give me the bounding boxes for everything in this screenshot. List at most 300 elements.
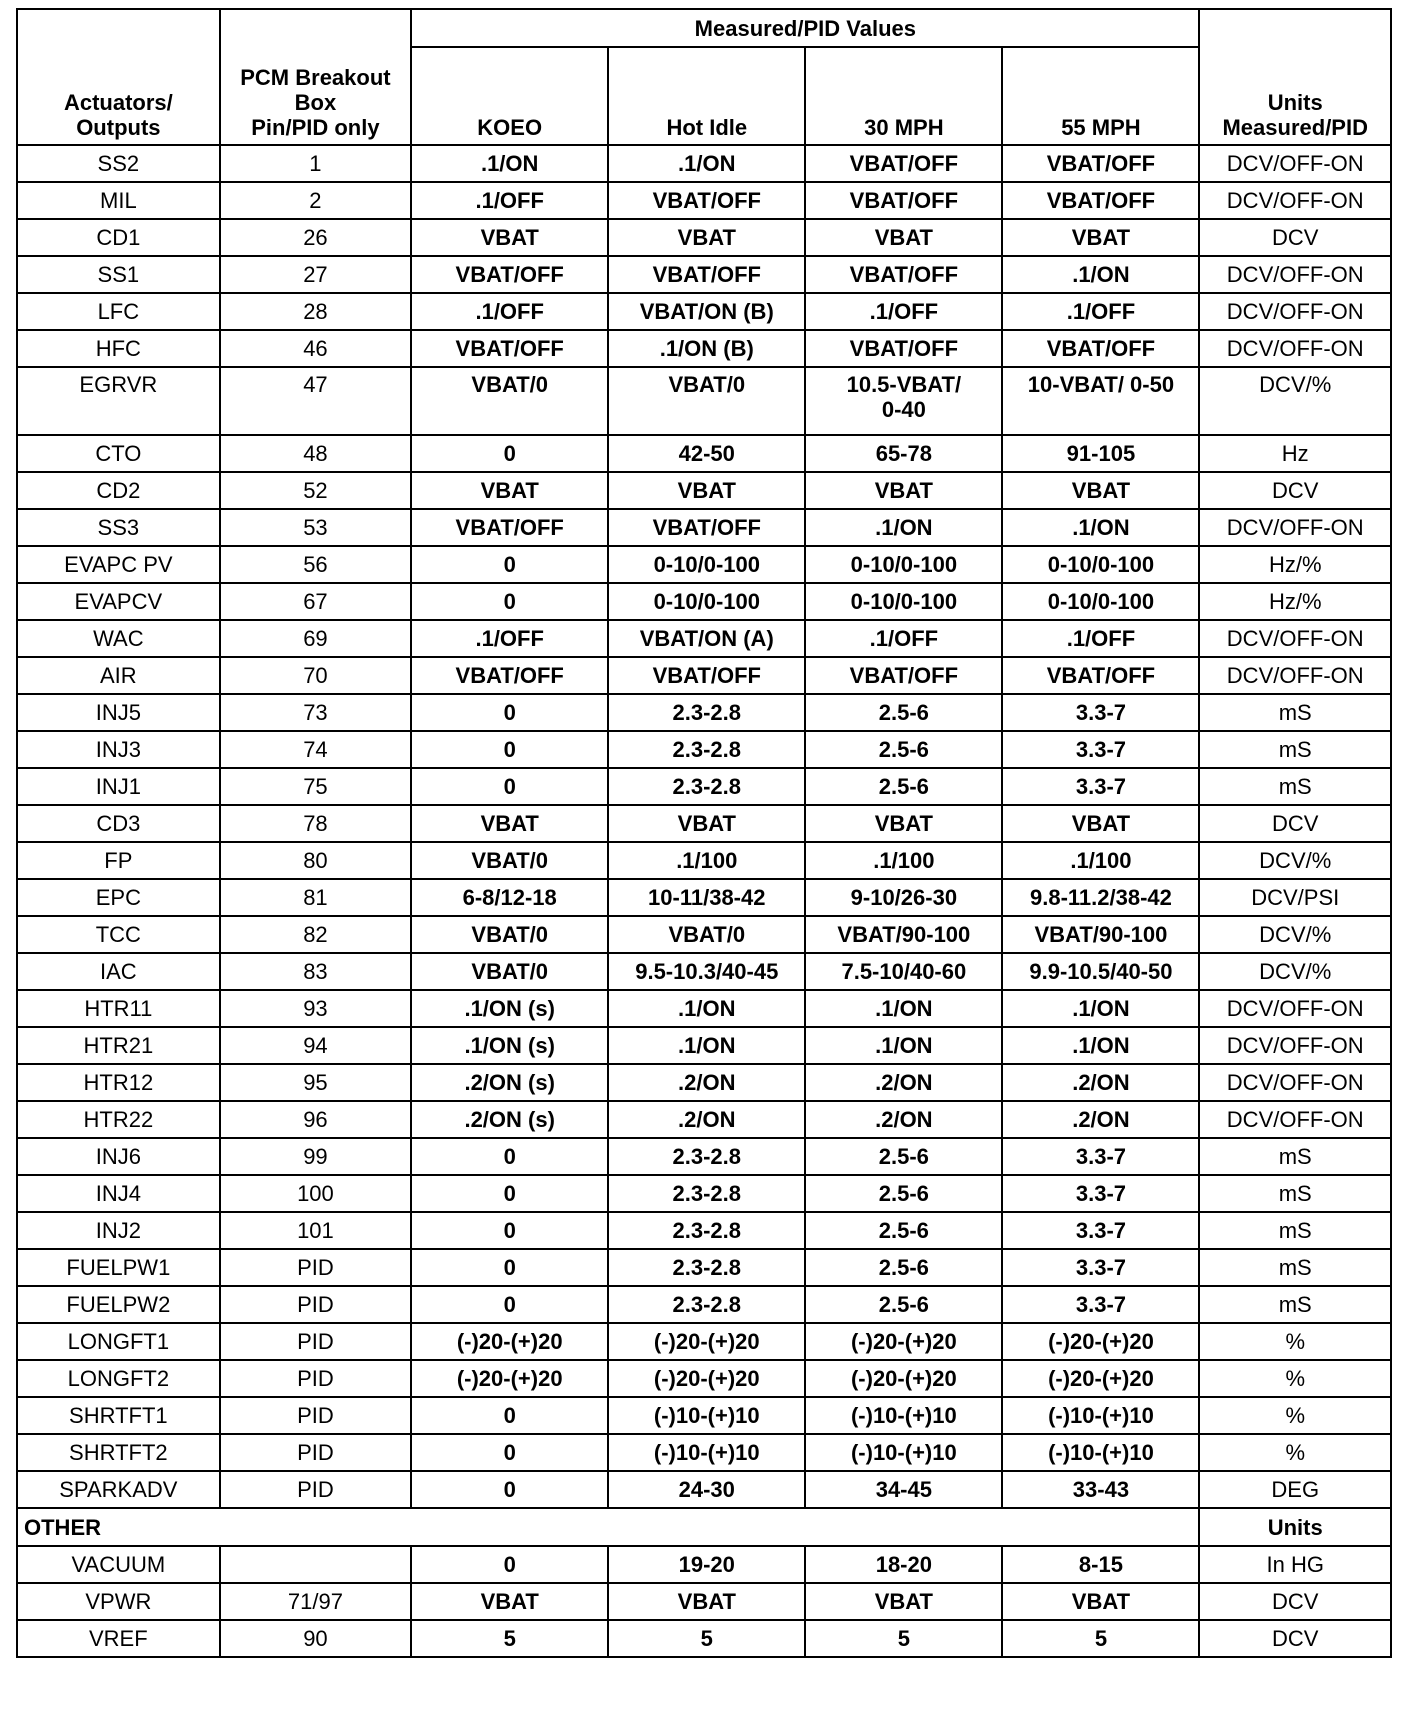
cell-units: DCV/OFF-ON [1199, 990, 1391, 1027]
cell-55mph: 3.3-7 [1002, 1138, 1199, 1175]
table-row [17, 1360, 1391, 1397]
cell-30mph: 2.5-6 [805, 1249, 1002, 1286]
cell-55mph: .1/ON [1002, 1027, 1199, 1064]
cell-units: DCV/OFF-ON [1199, 145, 1391, 182]
cell-pin: 47 [220, 367, 411, 435]
cell-units: DCV/OFF-ON [1199, 256, 1391, 293]
cell-30mph: 65-78 [805, 435, 1002, 472]
table-row [17, 1249, 1391, 1286]
other-section-label: OTHER [17, 1508, 1199, 1546]
cell-units: Hz/% [1199, 583, 1391, 620]
cell-pin [220, 1546, 411, 1583]
cell-units: DCV/OFF-ON [1199, 330, 1391, 367]
cell-koeo: 0 [411, 1175, 608, 1212]
col-header-hot-idle: Hot Idle [608, 47, 805, 145]
cell-pin: 46 [220, 330, 411, 367]
cell-units: DCV/OFF-ON [1199, 620, 1391, 657]
col-group-measured: Measured/PID Values [411, 9, 1199, 47]
cell-units: DCV [1199, 472, 1391, 509]
table-row [17, 805, 1391, 842]
cell-pin: 82 [220, 916, 411, 953]
cell-units: DCV/OFF-ON [1199, 1064, 1391, 1101]
other-section-header [17, 1508, 1391, 1546]
cell-30mph: 7.5-10/40-60 [805, 953, 1002, 990]
cell-koeo: .1/ON (s) [411, 990, 608, 1027]
cell-pin: PID [220, 1249, 411, 1286]
cell-units: mS [1199, 1286, 1391, 1323]
cell-30mph: 2.5-6 [805, 1212, 1002, 1249]
table-row [17, 472, 1391, 509]
cell-units: mS [1199, 1212, 1391, 1249]
col-header-units: Units Measured/PID [1199, 9, 1391, 145]
cell-units: mS [1199, 1175, 1391, 1212]
other-section-units: Units [1199, 1508, 1391, 1546]
cell-units: DCV/% [1199, 953, 1391, 990]
cell-actuator: HTR21 [17, 1027, 220, 1064]
table-row [17, 731, 1391, 768]
cell-hot-idle: 42-50 [608, 435, 805, 472]
cell-30mph: 0-10/0-100 [805, 546, 1002, 583]
cell-hot-idle: VBAT [608, 472, 805, 509]
cell-55mph: VBAT/OFF [1002, 182, 1199, 219]
cell-actuator: HTR12 [17, 1064, 220, 1101]
cell-pin: 95 [220, 1064, 411, 1101]
cell-koeo: VBAT/OFF [411, 330, 608, 367]
cell-55mph: 9.8-11.2/38-42 [1002, 879, 1199, 916]
cell-koeo: (-)20-(+)20 [411, 1323, 608, 1360]
cell-hot-idle: 2.3-2.8 [608, 694, 805, 731]
cell-hot-idle: VBAT/OFF [608, 182, 805, 219]
table-row [17, 1434, 1391, 1471]
cell-actuator: SS3 [17, 509, 220, 546]
cell-units: DCV/% [1199, 842, 1391, 879]
cell-pin: 27 [220, 256, 411, 293]
cell-55mph: (-)20-(+)20 [1002, 1360, 1199, 1397]
cell-hot-idle: 24-30 [608, 1471, 805, 1508]
cell-pin: PID [220, 1323, 411, 1360]
cell-hot-idle: 5 [608, 1620, 805, 1657]
cell-koeo: .1/ON (s) [411, 1027, 608, 1064]
table-row [17, 879, 1391, 916]
table-row [17, 916, 1391, 953]
table-row [17, 256, 1391, 293]
table-row [17, 1064, 1391, 1101]
cell-units: In HG [1199, 1546, 1391, 1583]
cell-actuator: IAC [17, 953, 220, 990]
cell-pin: 101 [220, 1212, 411, 1249]
cell-pin: 83 [220, 953, 411, 990]
cell-55mph: VBAT/OFF [1002, 145, 1199, 182]
cell-55mph: VBAT/OFF [1002, 330, 1199, 367]
cell-hot-idle: (-)20-(+)20 [608, 1360, 805, 1397]
cell-30mph: VBAT [805, 219, 1002, 256]
cell-units: DCV/OFF-ON [1199, 657, 1391, 694]
cell-pin: 80 [220, 842, 411, 879]
cell-30mph: VBAT [805, 805, 1002, 842]
table-row [17, 1138, 1391, 1175]
cell-30mph: 9-10/26-30 [805, 879, 1002, 916]
cell-koeo: 0 [411, 1434, 608, 1471]
cell-units: Hz [1199, 435, 1391, 472]
cell-koeo: 0 [411, 1249, 608, 1286]
cell-koeo: 0 [411, 768, 608, 805]
table-header [17, 9, 1391, 145]
cell-30mph: VBAT/OFF [805, 657, 1002, 694]
cell-koeo: .2/ON (s) [411, 1101, 608, 1138]
cell-55mph: 3.3-7 [1002, 1175, 1199, 1212]
cell-hot-idle: (-)20-(+)20 [608, 1323, 805, 1360]
table-row [17, 1546, 1391, 1583]
cell-55mph: 0-10/0-100 [1002, 546, 1199, 583]
cell-units: % [1199, 1434, 1391, 1471]
cell-units: DCV/OFF-ON [1199, 509, 1391, 546]
cell-hot-idle: VBAT [608, 1583, 805, 1620]
cell-units: % [1199, 1323, 1391, 1360]
cell-pin: 74 [220, 731, 411, 768]
cell-30mph: (-)20-(+)20 [805, 1323, 1002, 1360]
cell-pin: PID [220, 1360, 411, 1397]
cell-actuator: TCC [17, 916, 220, 953]
cell-hot-idle: 0-10/0-100 [608, 583, 805, 620]
cell-actuator: LONGFT1 [17, 1323, 220, 1360]
cell-pin: 99 [220, 1138, 411, 1175]
cell-actuator: LFC [17, 293, 220, 330]
cell-hot-idle: .2/ON [608, 1101, 805, 1138]
cell-actuator: CD1 [17, 219, 220, 256]
cell-units: DCV/% [1199, 367, 1391, 435]
cell-hot-idle: .1/ON [608, 1027, 805, 1064]
cell-55mph: 3.3-7 [1002, 1286, 1199, 1323]
cell-hot-idle: .1/100 [608, 842, 805, 879]
cell-pin: 93 [220, 990, 411, 1027]
cell-55mph: 8-15 [1002, 1546, 1199, 1583]
cell-55mph: .1/OFF [1002, 293, 1199, 330]
cell-30mph: .2/ON [805, 1064, 1002, 1101]
cell-koeo: 6-8/12-18 [411, 879, 608, 916]
cell-units: Hz/% [1199, 546, 1391, 583]
cell-55mph: 3.3-7 [1002, 768, 1199, 805]
cell-koeo: VBAT/OFF [411, 657, 608, 694]
cell-actuator: SS2 [17, 145, 220, 182]
cell-actuator: SS1 [17, 256, 220, 293]
table-row [17, 546, 1391, 583]
cell-55mph: VBAT/OFF [1002, 657, 1199, 694]
cell-units: DCV [1199, 219, 1391, 256]
cell-koeo: 0 [411, 1546, 608, 1583]
cell-55mph: (-)20-(+)20 [1002, 1323, 1199, 1360]
cell-actuator: CD3 [17, 805, 220, 842]
cell-30mph: 5 [805, 1620, 1002, 1657]
cell-koeo: .1/OFF [411, 293, 608, 330]
cell-30mph: VBAT/OFF [805, 145, 1002, 182]
cell-pin: PID [220, 1471, 411, 1508]
cell-hot-idle: .1/ON (B) [608, 330, 805, 367]
cell-actuator: FUELPW2 [17, 1286, 220, 1323]
cell-pin: 100 [220, 1175, 411, 1212]
cell-pin: 90 [220, 1620, 411, 1657]
cell-pin: PID [220, 1286, 411, 1323]
cell-koeo: 0 [411, 1212, 608, 1249]
table-row [17, 1175, 1391, 1212]
cell-30mph: 2.5-6 [805, 1138, 1002, 1175]
cell-koeo: 0 [411, 1397, 608, 1434]
cell-55mph: (-)10-(+)10 [1002, 1397, 1199, 1434]
cell-hot-idle: VBAT/ON (B) [608, 293, 805, 330]
cell-actuator: INJ4 [17, 1175, 220, 1212]
cell-30mph: VBAT/90-100 [805, 916, 1002, 953]
cell-30mph: 10.5-VBAT/ 0-40 [805, 367, 1002, 435]
cell-55mph: 3.3-7 [1002, 731, 1199, 768]
cell-55mph: .1/100 [1002, 842, 1199, 879]
cell-hot-idle: 0-10/0-100 [608, 546, 805, 583]
cell-30mph: .1/ON [805, 1027, 1002, 1064]
cell-55mph: .1/ON [1002, 256, 1199, 293]
cell-30mph: 2.5-6 [805, 731, 1002, 768]
cell-koeo: 0 [411, 731, 608, 768]
cell-koeo: 0 [411, 1286, 608, 1323]
cell-actuator: INJ5 [17, 694, 220, 731]
cell-units: DCV [1199, 1620, 1391, 1657]
cell-actuator: SHRTFT2 [17, 1434, 220, 1471]
cell-55mph: 3.3-7 [1002, 694, 1199, 731]
table-row [17, 620, 1391, 657]
cell-koeo: VBAT/0 [411, 916, 608, 953]
cell-koeo: VBAT [411, 805, 608, 842]
cell-pin: PID [220, 1397, 411, 1434]
cell-30mph: 2.5-6 [805, 768, 1002, 805]
cell-30mph: .1/OFF [805, 620, 1002, 657]
cell-pin: 2 [220, 182, 411, 219]
cell-55mph: 91-105 [1002, 435, 1199, 472]
cell-units: mS [1199, 694, 1391, 731]
cell-30mph: VBAT/OFF [805, 330, 1002, 367]
table-row [17, 953, 1391, 990]
cell-hot-idle: 2.3-2.8 [608, 731, 805, 768]
cell-pin: 75 [220, 768, 411, 805]
table-row [17, 182, 1391, 219]
cell-hot-idle: 2.3-2.8 [608, 1249, 805, 1286]
cell-pin: 70 [220, 657, 411, 694]
cell-30mph: (-)20-(+)20 [805, 1360, 1002, 1397]
table-row [17, 583, 1391, 620]
cell-hot-idle: 2.3-2.8 [608, 1138, 805, 1175]
cell-units: % [1199, 1397, 1391, 1434]
cell-55mph: .1/ON [1002, 509, 1199, 546]
cell-30mph: (-)10-(+)10 [805, 1397, 1002, 1434]
cell-55mph: 5 [1002, 1620, 1199, 1657]
cell-30mph: .1/100 [805, 842, 1002, 879]
cell-55mph: .2/ON [1002, 1064, 1199, 1101]
cell-actuator: CD2 [17, 472, 220, 509]
table-row [17, 1397, 1391, 1434]
cell-55mph: 33-43 [1002, 1471, 1199, 1508]
pid-values-table [16, 8, 1392, 1658]
cell-hot-idle: .2/ON [608, 1064, 805, 1101]
table-row [17, 367, 1391, 435]
table-row [17, 1286, 1391, 1323]
cell-koeo: (-)20-(+)20 [411, 1360, 608, 1397]
cell-30mph: 18-20 [805, 1546, 1002, 1583]
cell-hot-idle: 19-20 [608, 1546, 805, 1583]
cell-pin: 73 [220, 694, 411, 731]
cell-hot-idle: VBAT/0 [608, 367, 805, 435]
cell-koeo: 0 [411, 1471, 608, 1508]
cell-koeo: VBAT/0 [411, 842, 608, 879]
cell-hot-idle: 10-11/38-42 [608, 879, 805, 916]
cell-pin: 52 [220, 472, 411, 509]
cell-koeo: 0 [411, 583, 608, 620]
cell-55mph: (-)10-(+)10 [1002, 1434, 1199, 1471]
cell-55mph: .1/ON [1002, 990, 1199, 1027]
cell-55mph: 3.3-7 [1002, 1212, 1199, 1249]
cell-actuator: AIR [17, 657, 220, 694]
cell-pin: 71/97 [220, 1583, 411, 1620]
cell-pin: 81 [220, 879, 411, 916]
table-row [17, 842, 1391, 879]
table-row [17, 694, 1391, 731]
cell-actuator: VACUUM [17, 1546, 220, 1583]
table-row [17, 657, 1391, 694]
cell-30mph: VBAT [805, 472, 1002, 509]
cell-30mph: (-)10-(+)10 [805, 1434, 1002, 1471]
cell-30mph: 2.5-6 [805, 694, 1002, 731]
cell-units: DCV [1199, 1583, 1391, 1620]
cell-koeo: 5 [411, 1620, 608, 1657]
table-row [17, 1027, 1391, 1064]
cell-hot-idle: VBAT/0 [608, 916, 805, 953]
cell-koeo: VBAT [411, 219, 608, 256]
cell-30mph: .2/ON [805, 1101, 1002, 1138]
cell-pin: 67 [220, 583, 411, 620]
cell-55mph: VBAT [1002, 1583, 1199, 1620]
cell-units: DCV/OFF-ON [1199, 182, 1391, 219]
table-row [17, 330, 1391, 367]
cell-koeo: VBAT/0 [411, 367, 608, 435]
cell-units: % [1199, 1360, 1391, 1397]
cell-30mph: .1/OFF [805, 293, 1002, 330]
cell-55mph: VBAT [1002, 219, 1199, 256]
cell-actuator: INJ1 [17, 768, 220, 805]
cell-pin: PID [220, 1434, 411, 1471]
cell-55mph: 9.9-10.5/40-50 [1002, 953, 1199, 990]
cell-55mph: .1/OFF [1002, 620, 1199, 657]
cell-koeo: VBAT/OFF [411, 509, 608, 546]
cell-pin: 69 [220, 620, 411, 657]
cell-actuator: EGRVR [17, 367, 220, 435]
cell-actuator: EPC [17, 879, 220, 916]
cell-30mph: VBAT/OFF [805, 182, 1002, 219]
table-row [17, 1471, 1391, 1508]
cell-30mph: .1/ON [805, 509, 1002, 546]
col-header-koeo: KOEO [411, 47, 608, 145]
table-row [17, 1323, 1391, 1360]
cell-units: mS [1199, 731, 1391, 768]
cell-hot-idle: (-)10-(+)10 [608, 1434, 805, 1471]
cell-pin: 78 [220, 805, 411, 842]
pid-values-sheet [16, 8, 1392, 1658]
cell-actuator: LONGFT2 [17, 1360, 220, 1397]
other-body [17, 1546, 1391, 1657]
cell-55mph: 0-10/0-100 [1002, 583, 1199, 620]
cell-units: DCV/OFF-ON [1199, 1027, 1391, 1064]
cell-koeo: VBAT [411, 1583, 608, 1620]
cell-hot-idle: 2.3-2.8 [608, 1286, 805, 1323]
table-row [17, 768, 1391, 805]
cell-koeo: .2/ON (s) [411, 1064, 608, 1101]
cell-pin: 56 [220, 546, 411, 583]
cell-pin: 26 [220, 219, 411, 256]
cell-koeo: .1/ON [411, 145, 608, 182]
cell-55mph: 3.3-7 [1002, 1249, 1199, 1286]
cell-units: DCV/PSI [1199, 879, 1391, 916]
cell-actuator: HFC [17, 330, 220, 367]
cell-units: mS [1199, 768, 1391, 805]
cell-koeo: VBAT/OFF [411, 256, 608, 293]
cell-actuator: VPWR [17, 1583, 220, 1620]
cell-hot-idle: 2.3-2.8 [608, 1175, 805, 1212]
cell-55mph: VBAT [1002, 805, 1199, 842]
cell-pin: 28 [220, 293, 411, 330]
table-row [17, 1583, 1391, 1620]
cell-units: DCV/% [1199, 916, 1391, 953]
cell-pin: 94 [220, 1027, 411, 1064]
table-row [17, 990, 1391, 1027]
cell-koeo: VBAT [411, 472, 608, 509]
cell-actuator: FP [17, 842, 220, 879]
cell-30mph: 34-45 [805, 1471, 1002, 1508]
cell-pin: 53 [220, 509, 411, 546]
cell-koeo: 0 [411, 1138, 608, 1175]
cell-pin: 48 [220, 435, 411, 472]
cell-30mph: VBAT [805, 1583, 1002, 1620]
cell-30mph: 2.5-6 [805, 1286, 1002, 1323]
table-row [17, 1620, 1391, 1657]
cell-units: mS [1199, 1249, 1391, 1286]
table-row [17, 219, 1391, 256]
cell-koeo: 0 [411, 694, 608, 731]
cell-koeo: 0 [411, 435, 608, 472]
table-row [17, 509, 1391, 546]
col-header-55mph: 55 MPH [1002, 47, 1199, 145]
cell-actuator: EVAPCV [17, 583, 220, 620]
cell-units: DCV/OFF-ON [1199, 293, 1391, 330]
cell-pin: 1 [220, 145, 411, 182]
cell-actuator: HTR22 [17, 1101, 220, 1138]
cell-hot-idle: VBAT/OFF [608, 657, 805, 694]
cell-actuator: MIL [17, 182, 220, 219]
cell-30mph: 0-10/0-100 [805, 583, 1002, 620]
cell-actuator: SPARKADV [17, 1471, 220, 1508]
cell-actuator: HTR11 [17, 990, 220, 1027]
table-row [17, 1101, 1391, 1138]
cell-hot-idle: 2.3-2.8 [608, 1212, 805, 1249]
cell-units: DCV [1199, 805, 1391, 842]
cell-hot-idle: VBAT/OFF [608, 509, 805, 546]
cell-units: DEG [1199, 1471, 1391, 1508]
cell-units: mS [1199, 1138, 1391, 1175]
cell-actuator: VREF [17, 1620, 220, 1657]
table-row [17, 145, 1391, 182]
cell-koeo: .1/OFF [411, 620, 608, 657]
cell-30mph: VBAT/OFF [805, 256, 1002, 293]
cell-actuator: INJ6 [17, 1138, 220, 1175]
cell-30mph: .1/ON [805, 990, 1002, 1027]
col-header-actuators: Actuators/ Outputs [17, 9, 220, 145]
cell-hot-idle: .1/ON [608, 990, 805, 1027]
col-header-pin: PCM Breakout Box Pin/PID only [220, 9, 411, 145]
cell-hot-idle: VBAT/ON (A) [608, 620, 805, 657]
table-row [17, 293, 1391, 330]
